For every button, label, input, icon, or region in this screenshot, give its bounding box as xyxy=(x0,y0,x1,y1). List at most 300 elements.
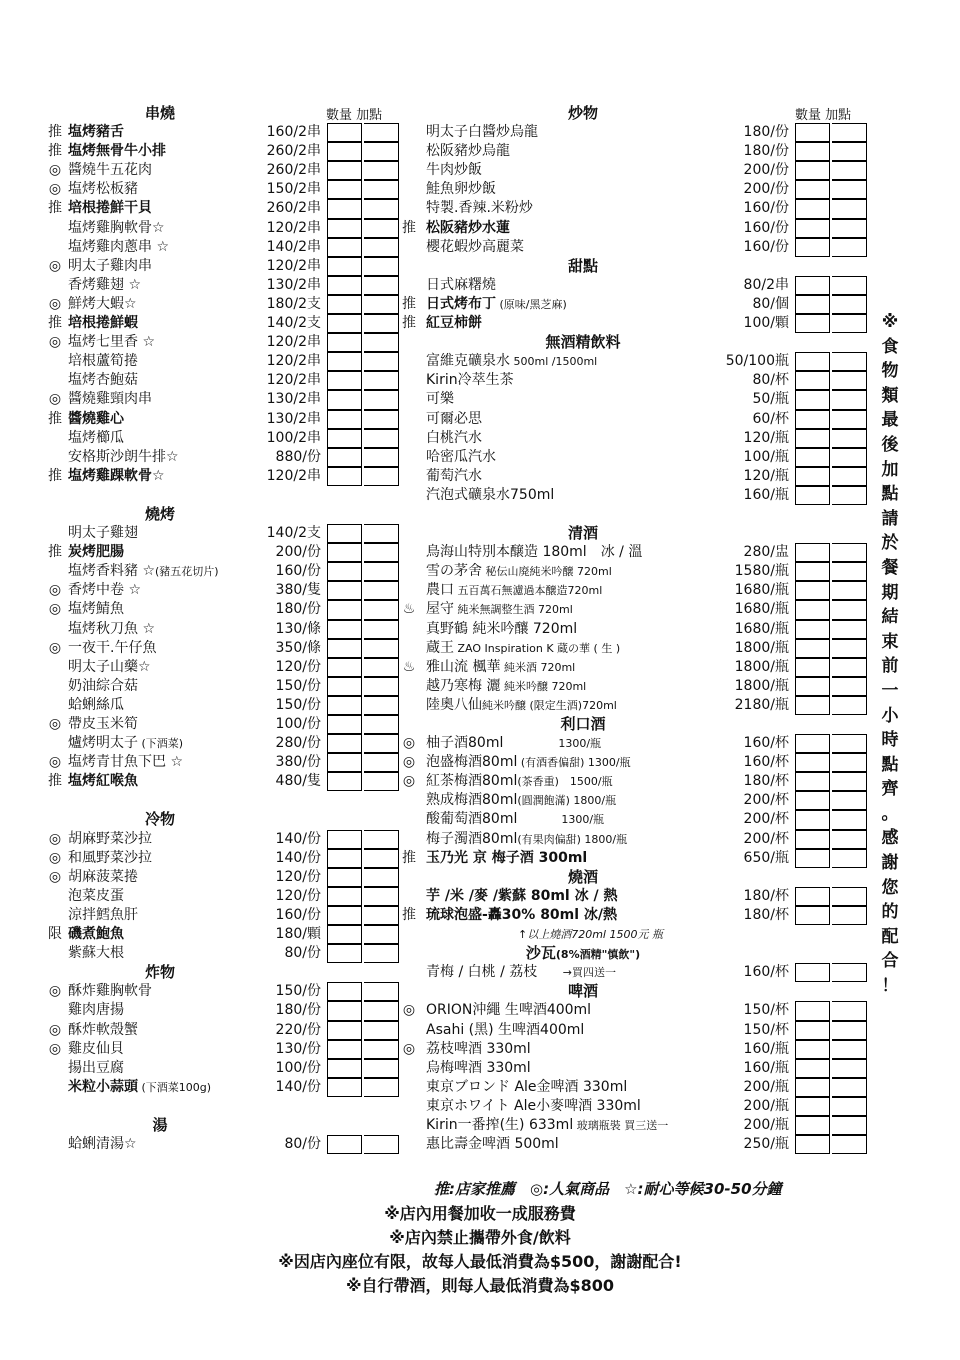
side-note-char: 的 xyxy=(881,902,899,923)
side-note-char: 一 xyxy=(881,680,899,701)
item-name-text: 塩烤豬舌 xyxy=(68,124,124,141)
item-name-text: 培根捲鮮蝦 xyxy=(68,315,138,332)
item-detail: 純米無調整生酒 720ml xyxy=(454,603,573,617)
item-name-text: 醬燒雞頸肉串 xyxy=(68,391,152,408)
item-name-text: 紫蘇大根 xyxy=(68,945,124,962)
item-name xyxy=(68,448,179,467)
quantity-box[interactable] xyxy=(795,581,830,600)
item-price: 80/2串 xyxy=(743,276,789,293)
quantity-box[interactable] xyxy=(327,333,362,352)
add-order-box[interactable] xyxy=(832,410,867,429)
add-order-box[interactable] xyxy=(832,753,867,772)
quantity-box[interactable] xyxy=(795,295,830,314)
menu-item xyxy=(398,963,868,982)
item-price: 200/杯 xyxy=(743,792,789,809)
menu-item xyxy=(398,1001,868,1020)
quantity-box[interactable] xyxy=(327,429,362,448)
quantity-box[interactable] xyxy=(327,161,362,180)
item-mark: ◎ xyxy=(48,868,62,885)
add-order-box[interactable] xyxy=(364,849,399,868)
quantity-box[interactable] xyxy=(327,199,362,218)
add-order-box[interactable] xyxy=(364,314,399,333)
add-order-box[interactable] xyxy=(364,257,399,276)
add-order-box[interactable] xyxy=(832,429,867,448)
quantity-box[interactable] xyxy=(795,199,830,218)
add-order-box[interactable] xyxy=(364,906,399,925)
item-price: 80/個 xyxy=(752,295,789,312)
add-order-box[interactable] xyxy=(832,180,867,199)
quantity-box[interactable] xyxy=(795,219,830,238)
add-order-box[interactable] xyxy=(364,620,399,639)
quantity-box[interactable] xyxy=(795,486,830,505)
item-price: 120/份 xyxy=(275,887,321,904)
add-order-box[interactable] xyxy=(832,791,867,810)
item-price: 120/瓶 xyxy=(743,467,789,484)
quantity-box[interactable] xyxy=(327,581,362,600)
menu-item xyxy=(40,1078,400,1097)
item-name xyxy=(68,868,138,887)
menu-item xyxy=(398,734,868,753)
menu-item xyxy=(40,830,400,849)
add-order-box[interactable] xyxy=(364,1021,399,1040)
item-price: 1580/瓶 xyxy=(734,563,789,580)
add-order-box[interactable] xyxy=(832,161,867,180)
side-note-char: 小 xyxy=(881,705,899,726)
item-price: 180/2支 xyxy=(266,295,321,312)
item-name-text: 鳥海山特別本醸造 180ml 冰 / 溫 xyxy=(426,544,643,561)
item-mark: ◎ xyxy=(402,1002,416,1019)
quantity-box[interactable] xyxy=(327,849,362,868)
item-price: 160/杯 xyxy=(743,964,789,981)
quantity-box[interactable] xyxy=(327,1021,362,1040)
menu-item xyxy=(398,600,868,619)
add-order-box[interactable] xyxy=(832,600,867,619)
item-name xyxy=(68,849,152,868)
quantity-box[interactable] xyxy=(327,1001,362,1020)
menu-item xyxy=(40,1059,400,1078)
quantity-box[interactable] xyxy=(327,524,362,543)
quantity-box[interactable] xyxy=(327,772,362,791)
item-name-text: 爐烤明太子 xyxy=(68,735,138,752)
quantity-box[interactable] xyxy=(327,1040,362,1059)
item-price: 160/份 xyxy=(743,200,789,217)
add-order-box[interactable] xyxy=(832,1116,867,1135)
item-name-text: 牛肉炒飯 xyxy=(426,162,482,179)
item-name-text: 和風野菜沙拉 xyxy=(68,849,152,866)
add-order-box[interactable] xyxy=(364,410,399,429)
quantity-box[interactable] xyxy=(795,352,830,371)
item-name xyxy=(68,753,183,772)
item-name-text: 塩烤雞胸軟骨☆ xyxy=(68,219,165,236)
item-name xyxy=(426,906,617,925)
add-order-box[interactable] xyxy=(364,219,399,238)
quantity-box[interactable] xyxy=(327,238,362,257)
quantity-box[interactable] xyxy=(327,390,362,409)
add-order-box[interactable] xyxy=(832,963,867,982)
add-order-box[interactable] xyxy=(364,390,399,409)
quantity-box[interactable] xyxy=(795,639,830,658)
add-order-box[interactable] xyxy=(364,1040,399,1059)
quantity-box[interactable] xyxy=(795,429,830,448)
quantity-box[interactable] xyxy=(795,677,830,696)
quantity-box[interactable] xyxy=(327,448,362,467)
item-name xyxy=(426,581,602,600)
quantity-box[interactable] xyxy=(327,982,362,1001)
add-order-box[interactable] xyxy=(364,1078,399,1097)
add-order-box[interactable] xyxy=(364,600,399,619)
quantity-box[interactable] xyxy=(795,791,830,810)
item-name-text: Kirin一番搾(生) 633ml xyxy=(426,1116,574,1133)
add-order-box[interactable] xyxy=(364,180,399,199)
quantity-box[interactable] xyxy=(795,238,830,257)
add-order-box[interactable] xyxy=(832,1040,867,1059)
footer-line: ※店內用餐加收一成服務費 xyxy=(384,1204,576,1223)
add-order-box[interactable] xyxy=(832,887,867,906)
item-price: 160/瓶 xyxy=(743,1040,789,1057)
quantity-box[interactable] xyxy=(795,467,830,486)
quantity-box[interactable] xyxy=(795,1001,830,1020)
item-name-text: 酸葡萄酒80ml xyxy=(426,811,518,828)
add-order-box[interactable] xyxy=(832,1059,867,1078)
add-order-box[interactable] xyxy=(364,581,399,600)
item-price: 1800/瓶 xyxy=(734,658,789,675)
quantity-box[interactable] xyxy=(327,658,362,677)
add-order-box[interactable] xyxy=(364,448,399,467)
quantity-box[interactable] xyxy=(795,1040,830,1059)
side-note-char: 時 xyxy=(881,730,899,751)
quantity-box[interactable] xyxy=(327,639,362,658)
item-name xyxy=(426,429,482,448)
quantity-box[interactable] xyxy=(795,562,830,581)
quantity-box[interactable] xyxy=(327,753,362,772)
quantity-box[interactable] xyxy=(795,1059,830,1078)
side-note-char: 食 xyxy=(881,336,899,357)
add-order-box[interactable] xyxy=(832,276,867,295)
section-title xyxy=(398,333,868,352)
item-detail: 秘伝山廃純米吟醸 720ml xyxy=(482,565,612,579)
quantity-box[interactable] xyxy=(795,696,830,715)
quantity-box[interactable] xyxy=(327,562,362,581)
add-order-box[interactable] xyxy=(832,219,867,238)
add-order-box[interactable] xyxy=(832,238,867,257)
menu-item xyxy=(398,696,868,715)
add-order-box[interactable] xyxy=(832,199,867,218)
item-detail: 玻璃瓶裝 買三送一 xyxy=(573,1118,669,1132)
add-order-box[interactable] xyxy=(832,123,867,142)
item-mark: ◎ xyxy=(48,849,62,866)
menu-item xyxy=(398,849,868,868)
item-name-text: 培根蘆筍捲 xyxy=(68,353,138,370)
add-order-box[interactable] xyxy=(832,352,867,371)
section-title xyxy=(398,868,868,887)
item-price: 280/盅 xyxy=(743,544,789,561)
menu-item xyxy=(398,486,868,505)
add-order-box[interactable] xyxy=(364,925,399,944)
item-price: 200/瓶 xyxy=(743,1078,789,1095)
quantity-box[interactable] xyxy=(795,1116,830,1135)
add-order-box[interactable] xyxy=(832,486,867,505)
menu-item xyxy=(40,161,400,180)
add-order-box[interactable] xyxy=(364,295,399,314)
quantity-box[interactable] xyxy=(327,180,362,199)
quantity-box[interactable] xyxy=(327,734,362,753)
quantity-box[interactable] xyxy=(795,448,830,467)
quantity-box[interactable] xyxy=(795,810,830,829)
item-price: 150/杯 xyxy=(743,1021,789,1038)
add-order-box[interactable] xyxy=(364,142,399,161)
item-name-text: 烏梅啤酒 330ml xyxy=(426,1059,531,1076)
side-note-char: 。 xyxy=(881,803,899,824)
add-order-box[interactable] xyxy=(832,581,867,600)
add-order-box[interactable] xyxy=(832,620,867,639)
item-name-text: 醬燒牛五花肉 xyxy=(68,162,152,179)
menu-item xyxy=(40,467,400,486)
quantity-box[interactable] xyxy=(795,1021,830,1040)
add-order-box[interactable] xyxy=(832,639,867,658)
add-order-box[interactable] xyxy=(364,696,399,715)
add-order-box[interactable] xyxy=(364,276,399,295)
quantity-box[interactable] xyxy=(795,543,830,562)
quantity-box[interactable] xyxy=(795,371,830,390)
quantity-box[interactable] xyxy=(795,1097,830,1116)
quantity-box[interactable] xyxy=(327,352,362,371)
item-name-text: 安格斯沙朗牛排☆ xyxy=(68,448,179,465)
add-order-box[interactable] xyxy=(832,467,867,486)
add-order-box[interactable] xyxy=(832,677,867,696)
add-order-box[interactable] xyxy=(832,142,867,161)
quantity-box[interactable] xyxy=(327,1059,362,1078)
quantity-box[interactable] xyxy=(795,276,830,295)
menu-item xyxy=(40,257,400,276)
item-price: 120/2串 xyxy=(266,372,321,389)
quantity-box[interactable] xyxy=(795,142,830,161)
add-order-box[interactable] xyxy=(364,238,399,257)
item-name xyxy=(426,543,642,562)
quantity-box[interactable] xyxy=(327,295,362,314)
quantity-box[interactable] xyxy=(795,887,830,906)
quantity-box[interactable] xyxy=(795,161,830,180)
item-name-text: 米粒小蒜頭 xyxy=(68,1078,138,1095)
add-order-box[interactable] xyxy=(364,868,399,887)
item-name xyxy=(68,390,152,409)
quantity-box[interactable] xyxy=(327,371,362,390)
quantity-box[interactable] xyxy=(327,600,362,619)
item-price: 180/杯 xyxy=(743,773,789,790)
item-mark: ◎ xyxy=(402,754,416,771)
item-price: 150/份 xyxy=(275,696,321,713)
quantity-box[interactable] xyxy=(795,906,830,925)
quantity-box[interactable] xyxy=(795,830,830,849)
add-order-box[interactable] xyxy=(832,1135,867,1154)
menu-item xyxy=(398,219,868,238)
quantity-box[interactable] xyxy=(795,1078,830,1097)
item-name-text: 日式麻糬燒 xyxy=(426,276,496,293)
quantity-box[interactable] xyxy=(795,772,830,791)
quantity-box[interactable] xyxy=(795,1135,830,1154)
item-name-text: 帶皮玉米筍 xyxy=(68,716,138,732)
add-order-box[interactable] xyxy=(832,734,867,753)
item-name-text: 梅子濁酒80ml xyxy=(426,830,518,847)
add-order-box[interactable] xyxy=(364,715,399,734)
add-order-box[interactable] xyxy=(364,123,399,142)
add-order-box[interactable] xyxy=(832,295,867,314)
quantity-box[interactable] xyxy=(795,753,830,772)
item-mark: ♨ xyxy=(402,658,416,675)
item-name xyxy=(426,734,601,753)
item-name xyxy=(426,600,573,619)
add-order-box[interactable] xyxy=(364,524,399,543)
item-price: 180/杯 xyxy=(743,906,789,923)
add-order-box[interactable] xyxy=(832,1001,867,1020)
add-order-box[interactable] xyxy=(832,772,867,791)
add-order-box[interactable] xyxy=(364,467,399,486)
quantity-box[interactable] xyxy=(795,658,830,677)
quantity-box[interactable] xyxy=(795,620,830,639)
item-name xyxy=(68,410,124,429)
add-order-box[interactable] xyxy=(832,830,867,849)
add-order-box[interactable] xyxy=(832,810,867,829)
quantity-box[interactable] xyxy=(327,868,362,887)
add-order-box[interactable] xyxy=(364,1135,399,1154)
side-note-char: 您 xyxy=(881,877,899,898)
side-note-char: 類 xyxy=(881,385,899,406)
menu-item xyxy=(40,620,400,639)
item-price: 140/份 xyxy=(275,1078,321,1095)
item-name xyxy=(426,390,454,409)
quantity-box[interactable] xyxy=(327,830,362,849)
quantity-box[interactable] xyxy=(795,123,830,142)
quantity-box[interactable] xyxy=(327,543,362,562)
add-order-box[interactable] xyxy=(364,639,399,658)
menu-item xyxy=(398,639,868,658)
add-order-box[interactable] xyxy=(364,352,399,371)
quantity-box[interactable] xyxy=(327,257,362,276)
menu-item xyxy=(398,429,868,448)
menu-item xyxy=(398,562,868,581)
item-name xyxy=(426,1040,531,1059)
section-title xyxy=(40,1116,400,1135)
quantity-box[interactable] xyxy=(327,925,362,944)
section-title-text: 串燒 xyxy=(144,104,175,122)
quantity-box[interactable] xyxy=(327,906,362,925)
quantity-box[interactable] xyxy=(795,849,830,868)
quantity-box[interactable] xyxy=(795,314,830,333)
add-order-box[interactable] xyxy=(364,982,399,1001)
add-order-box[interactable] xyxy=(364,677,399,696)
item-name xyxy=(68,543,124,562)
item-name xyxy=(426,830,627,849)
add-order-box[interactable] xyxy=(364,161,399,180)
add-order-box[interactable] xyxy=(364,562,399,581)
add-order-box[interactable] xyxy=(832,448,867,467)
add-order-box[interactable] xyxy=(364,371,399,390)
add-order-box[interactable] xyxy=(364,333,399,352)
quantity-box[interactable] xyxy=(795,180,830,199)
quantity-box[interactable] xyxy=(327,467,362,486)
quantity-box[interactable] xyxy=(795,600,830,619)
add-order-box[interactable] xyxy=(832,543,867,562)
menu-item xyxy=(40,276,400,295)
menu-item xyxy=(40,639,400,658)
add-order-box[interactable] xyxy=(364,543,399,562)
quantity-box[interactable] xyxy=(795,963,830,982)
add-order-box[interactable] xyxy=(832,1097,867,1116)
add-order-box[interactable] xyxy=(832,314,867,333)
add-order-box[interactable] xyxy=(364,753,399,772)
quantity-box[interactable] xyxy=(327,696,362,715)
item-name xyxy=(426,810,604,829)
item-price: 140/2支 xyxy=(266,315,321,332)
add-order-box[interactable] xyxy=(364,429,399,448)
add-order-box[interactable] xyxy=(832,371,867,390)
item-mark: 推 xyxy=(402,849,416,866)
quantity-box[interactable] xyxy=(327,410,362,429)
add-order-box[interactable] xyxy=(832,390,867,409)
add-order-box[interactable] xyxy=(364,658,399,677)
side-note-char: 齊 xyxy=(881,779,899,800)
add-order-box[interactable] xyxy=(832,1021,867,1040)
item-price: 80/份 xyxy=(284,1136,321,1153)
quantity-box[interactable] xyxy=(327,276,362,295)
quantity-box[interactable] xyxy=(327,1078,362,1097)
item-price: 130/條 xyxy=(275,620,321,637)
quantity-box[interactable] xyxy=(327,944,362,963)
menu-item xyxy=(40,906,400,925)
item-price: 120/2串 xyxy=(266,219,321,236)
add-order-box[interactable] xyxy=(832,1078,867,1097)
quantity-box[interactable] xyxy=(327,219,362,238)
item-name xyxy=(68,982,152,1001)
quantity-box[interactable] xyxy=(795,734,830,753)
add-order-box[interactable] xyxy=(364,1001,399,1020)
add-order-box[interactable] xyxy=(364,830,399,849)
quantity-box[interactable] xyxy=(327,314,362,333)
quantity-box[interactable] xyxy=(327,887,362,906)
add-order-box[interactable] xyxy=(364,734,399,753)
add-order-box[interactable] xyxy=(364,887,399,906)
quantity-box[interactable] xyxy=(327,677,362,696)
add-order-box[interactable] xyxy=(364,944,399,963)
item-price: 100/2串 xyxy=(266,429,321,446)
item-name-text: 磯煮鮑魚 xyxy=(68,926,124,943)
quantity-box[interactable] xyxy=(795,390,830,409)
item-name xyxy=(68,238,169,257)
item-name xyxy=(426,791,616,810)
quantity-box[interactable] xyxy=(327,123,362,142)
add-order-box[interactable] xyxy=(832,562,867,581)
quantity-box[interactable] xyxy=(327,1135,362,1154)
quantity-box[interactable] xyxy=(327,715,362,734)
item-name xyxy=(426,410,482,429)
item-name xyxy=(68,142,166,161)
add-order-box[interactable] xyxy=(364,772,399,791)
legend: 推:店家推薦 ◎:人氣商品 ☆:耐心等候30-50分鐘 xyxy=(434,1180,782,1198)
add-order-box[interactable] xyxy=(832,658,867,677)
item-price: 200/份 xyxy=(743,181,789,198)
item-mark: ◎ xyxy=(48,334,62,351)
item-price: 1800/瓶 xyxy=(734,639,789,656)
item-price: 100/顆 xyxy=(743,315,789,332)
add-order-box[interactable] xyxy=(832,906,867,925)
menu-item xyxy=(40,371,400,390)
add-order-box[interactable] xyxy=(832,696,867,715)
add-order-box[interactable] xyxy=(364,199,399,218)
quantity-box[interactable] xyxy=(327,620,362,639)
quantity-box[interactable] xyxy=(327,142,362,161)
quantity-box[interactable] xyxy=(795,410,830,429)
add-order-box[interactable] xyxy=(832,849,867,868)
add-order-box[interactable] xyxy=(364,1059,399,1078)
